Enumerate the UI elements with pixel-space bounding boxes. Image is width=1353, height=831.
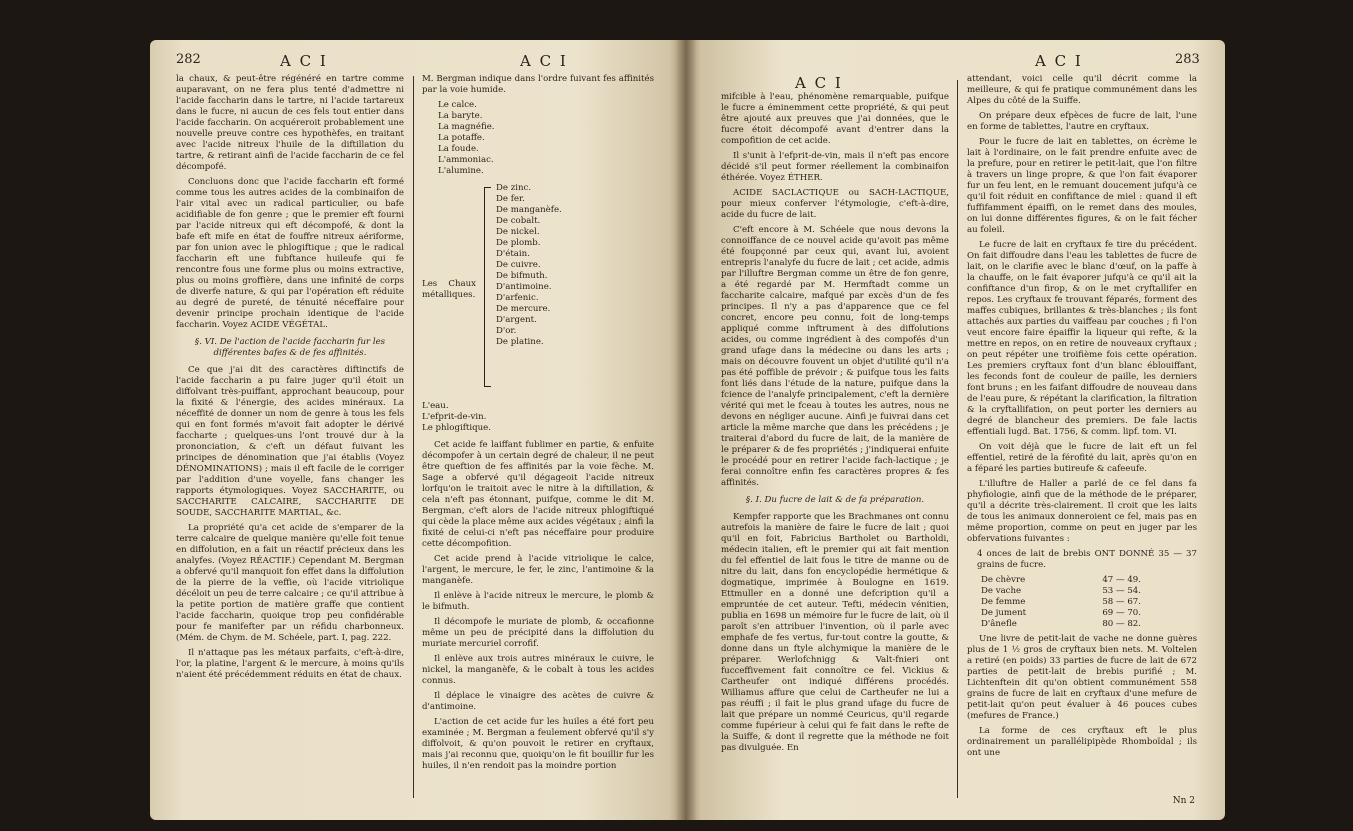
metal-item: D'argent. xyxy=(496,315,537,325)
left-page xyxy=(150,40,685,820)
list-item: L'alumine. xyxy=(438,166,484,176)
milk-source: De jument xyxy=(981,608,1027,618)
sugar-yield: 80 — 82. xyxy=(1102,619,1141,629)
sugar-yield: 69 — 70. xyxy=(1102,608,1141,618)
metal-item: D'arfenic. xyxy=(496,293,539,303)
book-gutter xyxy=(675,40,697,820)
paragraph: Kempfer rapporte que les Brachmanes ont connu autrefois la manière de faire le fucre de lait ; quoi qu'il en foit, Fabricius Bartholet ou Bartholdi, médecin italien, eft le premier qui ait fait mention du fel effentiel de lait fous le titre de manne ou de nitre du lait, dans fon encyclopédie hermétique & dogmatique, imprimée à Boulogne en 1619. Ettmuller en a donné une defcription qu'il a empruntée de cet auteur. Tefti, médecin vénitien, publia en 1698 un mémoire fur le fucre de lait, où il paroît s'en attribuer l'invention, où il parle avec emphafe de fes vertus, fur-tout contre la goutte, & donne dans un ftyle alchymique la manière de le préparer. Werlofchnigg & Valt-fnieri ont fucceffivement fait connoître ce fel. Vickius & Cartheufer ont indiqué différens procédés. Williamus affure que celui de Cartheufer ne lui a pas réuffi ; il fait le plus grand ufage du fucre de lait que prépare un nommé Ceuricus, qu'il regarde comme fupérieur à celui qui fe fait dans le refte de la Suiffe, & dont il regrette que la méthode ne foit pas divulguée. En xyxy=(721,512,949,753)
column-rule xyxy=(957,80,958,798)
table-row xyxy=(981,619,1197,630)
paragraph: Il enlève aux trois autres minéraux le cuivre, le nickel, la manganèfe, & le cobalt à tous les acides connus. xyxy=(422,654,654,686)
list-item: L'ammoniac. xyxy=(438,155,494,165)
text-column xyxy=(422,74,654,776)
text-column xyxy=(967,74,1197,763)
paragraph: La forme de ces cryftaux eft le plus ordinairement un parallélipipède Rhomboïdal ; ils ont une xyxy=(967,726,1197,758)
column-rule xyxy=(413,76,414,798)
sugar-yield: 47 — 49. xyxy=(1102,575,1141,585)
paragraph: Le fucre de lait en cryftaux fe tire du précédent. On fait diffoudre dans l'eau les tablettes de fucre de lait, on le clarifie avec le blanc d'œuf, on la paffe à la chauffe, on le fait évaporer jufqu'à ce qu'il ait la confiftance d'un firop, & on le met cryftallifer en repos. Les cryftaux fe trouvant féparés, forment des maffes cubiques, brillantes & très-blanches ; ils font attachés aux parties du vaiffeau par couches ; fi l'on veut encore faire épaiffir la liqueur qui refte, & la mettre en repos, on en retire de nouveaux cryftaux ; on peut répéter une troifième fois cette opération. Les premiers cryftaux font d'un blanc éblouiffant, les feconds font de couleur de paille, les derniers font bruns ; en les faifant diffoudre de nouveau dans de l'eau pure, & répétant la clarification, la filtration & la cryftallifation, on peut porter les derniers au degré de blancheur des premiers. De fale lactis effentiali lugd. Bat. 1756, & comm. lipf. tom. VI. xyxy=(967,240,1197,437)
metal-item: De cuivre. xyxy=(496,260,541,270)
paragraph: Concluons donc que l'acide faccharin eft formé comme tous les autres acides de la combinaifon de l'air vital avec un radical particulier, ou bafe acidifiable de fon genre ; que le premier eft fourni par l'acide nitreux qui eft décompofé, & dont la bafe eft mife en état de fouffre nitreux aériforme, par fon union avec le phlogiftique ; que le radical faccharin eft une fubftance huileufe qui fe rencontre fous une forme plus ou moins extractive, plus ou moins groffière, dans une infinité de corps de diverfe nature, & qui par l'opération eft réduite au degré de pureté, de ténuité néceffaire pour devenir principe prochain identique de l'acide faccharin. Voyez ACIDE VÉGÉTAL. xyxy=(176,177,404,330)
paragraph: ACIDE SACLACTIQUE ou SACH-LACTIQUE, pour mieux conferver l'étymologie, c'eft-à-dire, acide du fucre de lait. xyxy=(721,188,949,220)
running-header: A C I xyxy=(520,52,568,70)
sugar-yield: 58 — 67. xyxy=(1102,597,1141,607)
page-number: 283 xyxy=(1175,52,1200,67)
paragraph: L'action de cet acide fur les huiles a été fort peu examinée ; M. Bergman a feulement obfervé qu'il s'y diffolvoit, & qu'on pouvoit le retirer en cryftaux, mais j'ai reconnu que, quoiqu'on le fit bouillir fur les huiles, il n'en rendoit pas la moindre portion xyxy=(422,717,654,771)
paragraph: On prépare deux efpèces de fucre de lait, l'une en forme de tablettes, l'autre en cryftaux. xyxy=(967,111,1197,132)
paragraph: Pour le fucre de lait en tablettes, on écrème le lait à l'ordinaire, on le fait prendre enfuite avec de la prefure, pour en retirer le petit-lait, que l'on filtre à travers un linge propre, & que l'on fait évaporer fur un feu lent, en le remuant doucement jufqu'à ce qu'il foit réduit en confiftance de miel : quand il eft fuffifamment épaiffi, on le remet dans des moules, on lui donne différentes figures, & on le fait fécher au foleil. xyxy=(967,137,1197,235)
paragraph: C'eft encore à M. Schéele que nous devons la connoiffance de ce nouvel acide qu'avoit pas même été foupçonné par ceux qui, avant lui, avoient entrepris l'analyfe du fucre de lait ; cet acide, admis par l'illuftre Bergman comme un être de fon genre, a été regardé par M. Hermftadt comme un faccharite calcaire, mafqué par excès d'un de fes principes. Il n'y a pas d'apparence que ce fel concret, encore peu connu, foit de long-temps appliqué comme inftrument à des diffolutions acides, ou comme ingrédient à des compofés d'un grand ufage dans la médecine ou dans les arts ; mais on découvre fouvent un objet d'utilité qu'il n'a pas été poffible de prévoir ; & puifque tous les faits font liés dans l'étude de la nature, puifque dans la fcience de l'analyfe principalement, c'eft la dernière vérité qui met le fceau à toutes les autres, nous ne devons en négliger aucune. Ainfi je fuivrai dans cet article la même marche que dans les précédens ; je traiterai d'abord du fucre de lait, de la manière de le préparer & de fes propriétés ; j'indiquerai enfuite le procédé pour en retirer l'acide fach-lactique ; je ferai connoître enfin fes caractères propres & fes affinités. xyxy=(721,225,949,488)
metal-item: De bifmuth. xyxy=(496,271,548,281)
paragraph: Cet acide prend à l'acide vitriolique le calce, l'argent, le mercure, le fer, le zinc, l'antimoine & la manganèfe. xyxy=(422,554,654,586)
paragraph: La propriété qu'a cet acide de s'emparer de la terre calcaire de quelque manière qu'elle foit tenue en diffolution, en a fait un réactif précieux dans les analyfes. (Voyez RÉACTIF.) Cependant M. Bergman a obfervé qu'il manquoit fon effet dans la diffolution de la pierre de la veffie, où l'acide vitriolique décéloit un peu de terre calcaire ; ce qu'il attribue à la petite portion de matière graffe que contient l'acide faccharin, quoique trop peu confidérable pour fe manifefter par un réfidu charbonneux. (Mém. de Chym. de M. Schéele, part. I, pag. 222. xyxy=(176,523,404,643)
group-label: Les Chaux métalliques. xyxy=(422,279,476,300)
table-row xyxy=(981,575,1197,586)
metal-item: D'étain. xyxy=(496,249,530,259)
brace xyxy=(484,187,491,387)
right-page xyxy=(685,40,1225,820)
text-column xyxy=(721,92,949,758)
paragraph: On voit déjà que le fucre de lait eft un fel effentiel, retiré de la férofité du lait, après qu'on en a féparé les parties butireufe & cafeeufe. xyxy=(967,442,1197,474)
running-header: A C I xyxy=(1035,52,1083,70)
paragraph: Cet acide fe laiffant fublimer en partie, & enfuite décompofer à un certain degré de chaleur, il ne peut être queftion de fes affinités par la voie fèche. M. Sage a obfervé qu'il dégageoit l'acide nitreux lorfqu'on le traitoit avec le nitre à la diftillation, & cela n'eft pas étonnant, puifque, comme le dit M. Bergman, c'eft alors de l'acide nitreux phlogiftiqué qui cède la place même aux acides végétaux ; ainfi la fixité de celui-ci n'eft pas néceffaire pour produire cette décompofition. xyxy=(422,440,654,549)
paragraph: Il décompofe le muriate de plomb, & occafionne même un peu de précipité dans la diffolution du muriate mercuriel corrofif. xyxy=(422,617,654,649)
open-book xyxy=(150,40,1225,820)
paragraph: Il s'unit à l'efprit-de-vin, mais il n'eft pas encore décidé s'il peut former réellement la combinaifon éthérée. Voyez ÉTHER. xyxy=(721,151,949,183)
metal-item: De cobalt. xyxy=(496,216,541,226)
paragraph: Il n'attaque pas les métaux parfaits, c'eft-à-dire, l'or, la platine, l'argent & le mercure, à moins qu'ils n'aient été précédemment réduits en état de chaux. xyxy=(176,648,404,680)
metal-item: De mercure. xyxy=(496,304,551,314)
milk-source: De chèvre xyxy=(981,575,1026,585)
paragraph: Ce que j'ai dit des caractères diftinctifs de l'acide faccharin a pu faire juger qu'il étoit un diffolvant très-puiffant, approchant beaucoup, pour la fixité & l'énergie, des acides minéraux. La néceffité de donner un nom de genre à tous les fels qui en font formés m'avoit fait adopter le dérivé faccharte ; quelques-uns l'ont trouvé dur à la prononciation, & c'eft un défaut fuivant les principes de dénomination que j'ai établis (Voyez DÉNOMINATIONS) ; mais il eft facile de le corriger par l'addition d'une voyelle, fans changer les rapports étymologiques. Voyez SACCHARITE, ou SACCHARITE CALCAIRE, SACCHARITE DE SOUDE, SACCHARITE MARTIAL, &c. xyxy=(176,365,404,518)
section-heading: §. I. Du fucre de lait & de fa préparation. xyxy=(745,495,925,505)
metal-list xyxy=(496,183,562,348)
paragraph: Il déplace le vinaigre des acètes de cuivre & d'antimoine. xyxy=(422,691,654,712)
paragraph: Il enlève à l'acide nitreux le mercure, le plomb & le bifmuth. xyxy=(422,591,654,612)
running-header: A C I xyxy=(795,74,843,92)
table-row xyxy=(981,597,1197,608)
metal-item: De manganèfe. xyxy=(496,205,562,215)
affinity-list xyxy=(422,401,654,434)
list-item: Le phlogiftique. xyxy=(422,423,491,433)
milk-source: De vache xyxy=(981,586,1022,596)
table-heading: 4 onces de lait de brebis ONT DONNÉ 35 — 37 grains de fucre. xyxy=(977,549,1197,570)
table-row xyxy=(981,586,1197,597)
paragraph: L'illuftre de Haller a parlé de ce fel dans fa phyfiologie, ainfi que de la méthode de le préparer, qu'il a décrite très-clairement. Il croit que les laits de tous les animaux donneroient ce fel, mais pas en même proportion, comme on peut en juger par les obfervations fuivantes : xyxy=(967,479,1197,544)
list-item: Le calce. xyxy=(438,100,477,110)
metal-item: De nickel. xyxy=(496,227,540,237)
list-item: L'eau. xyxy=(422,401,449,411)
section-heading: §. VI. De l'action de l'acide faccharin fur les différentes bafes & de fes affinités. xyxy=(194,337,386,358)
metal-item: De fer. xyxy=(496,194,525,204)
table-row xyxy=(981,608,1197,619)
list-item: La potaffe. xyxy=(438,133,485,143)
paragraph: M. Bergman indique dans l'ordre fuivant fes affinités par la voie humide. xyxy=(422,74,654,95)
paragraph: la chaux, & peut-être régénéré en tartre comme auparavant, on ne fera plus tenté d'admettre ni l'acide faccharin dans le tartre, ni l'acide tartareux dans le fucre, ni aucun de ces fels tout entier dans l'acide faccharin. On acquéreroit probablement une nouvelle preuve contre ces hypothèfes, en traitant avec l'acide nitreux l'huile de la diftillation du tartre, & retirant ainfi de l'acide faccharin de ce fel décompofé. xyxy=(176,74,404,172)
list-item: L'efprit-de-vin. xyxy=(422,412,487,422)
sugar-yield: 53 — 54. xyxy=(1102,586,1141,596)
milk-source: De femme xyxy=(981,597,1026,607)
metal-item: D'or. xyxy=(496,326,517,336)
list-item: La baryte. xyxy=(438,111,483,121)
text-column xyxy=(176,74,404,685)
paragraph: mifcible à l'eau, phénomène remarquable, puifque le fucre a éminemment cette propriété, & qui peut être ajouté aux preuves que j'ai données, que le fucre étoit décompofé avant d'entrer dans la compofition de cet acide. xyxy=(721,92,949,146)
metal-oxides-group xyxy=(422,183,654,395)
affinity-list xyxy=(438,100,654,177)
list-item: La foude. xyxy=(438,144,479,154)
milk-source: D'ânefle xyxy=(981,619,1017,629)
paragraph: attendant, voici celle qu'il décrit comme la meilleure, & qui fe pratique communément dans les Alpes du côté de la Suiffe. xyxy=(967,74,1197,106)
metal-item: De plomb. xyxy=(496,238,541,248)
page-number: 282 xyxy=(176,52,201,67)
metal-item: De zinc. xyxy=(496,183,532,193)
yield-table xyxy=(981,575,1197,630)
metal-item: D'antimoine. xyxy=(496,282,552,292)
metal-item: De platine. xyxy=(496,337,544,347)
paragraph: Une livre de petit-lait de vache ne donne guères plus de 1 ½ gros de cryftaux bien nets. M. Voltelen a retiré (en poids) 33 parties de fucre de lait de 672 parties de petit-lait de brebis purifié ; M. Lichtenftein dit qu'on obtient communément 558 grains de fucre de lait en cryftaux d'une mefure de petit-lait qu'on peut évaluer à 46 pouces cubes (mefures de France.) xyxy=(967,634,1197,721)
running-header: A C I xyxy=(280,52,328,70)
list-item: La magnéfie. xyxy=(438,122,495,132)
catchword: Nn 2 xyxy=(1172,796,1195,806)
